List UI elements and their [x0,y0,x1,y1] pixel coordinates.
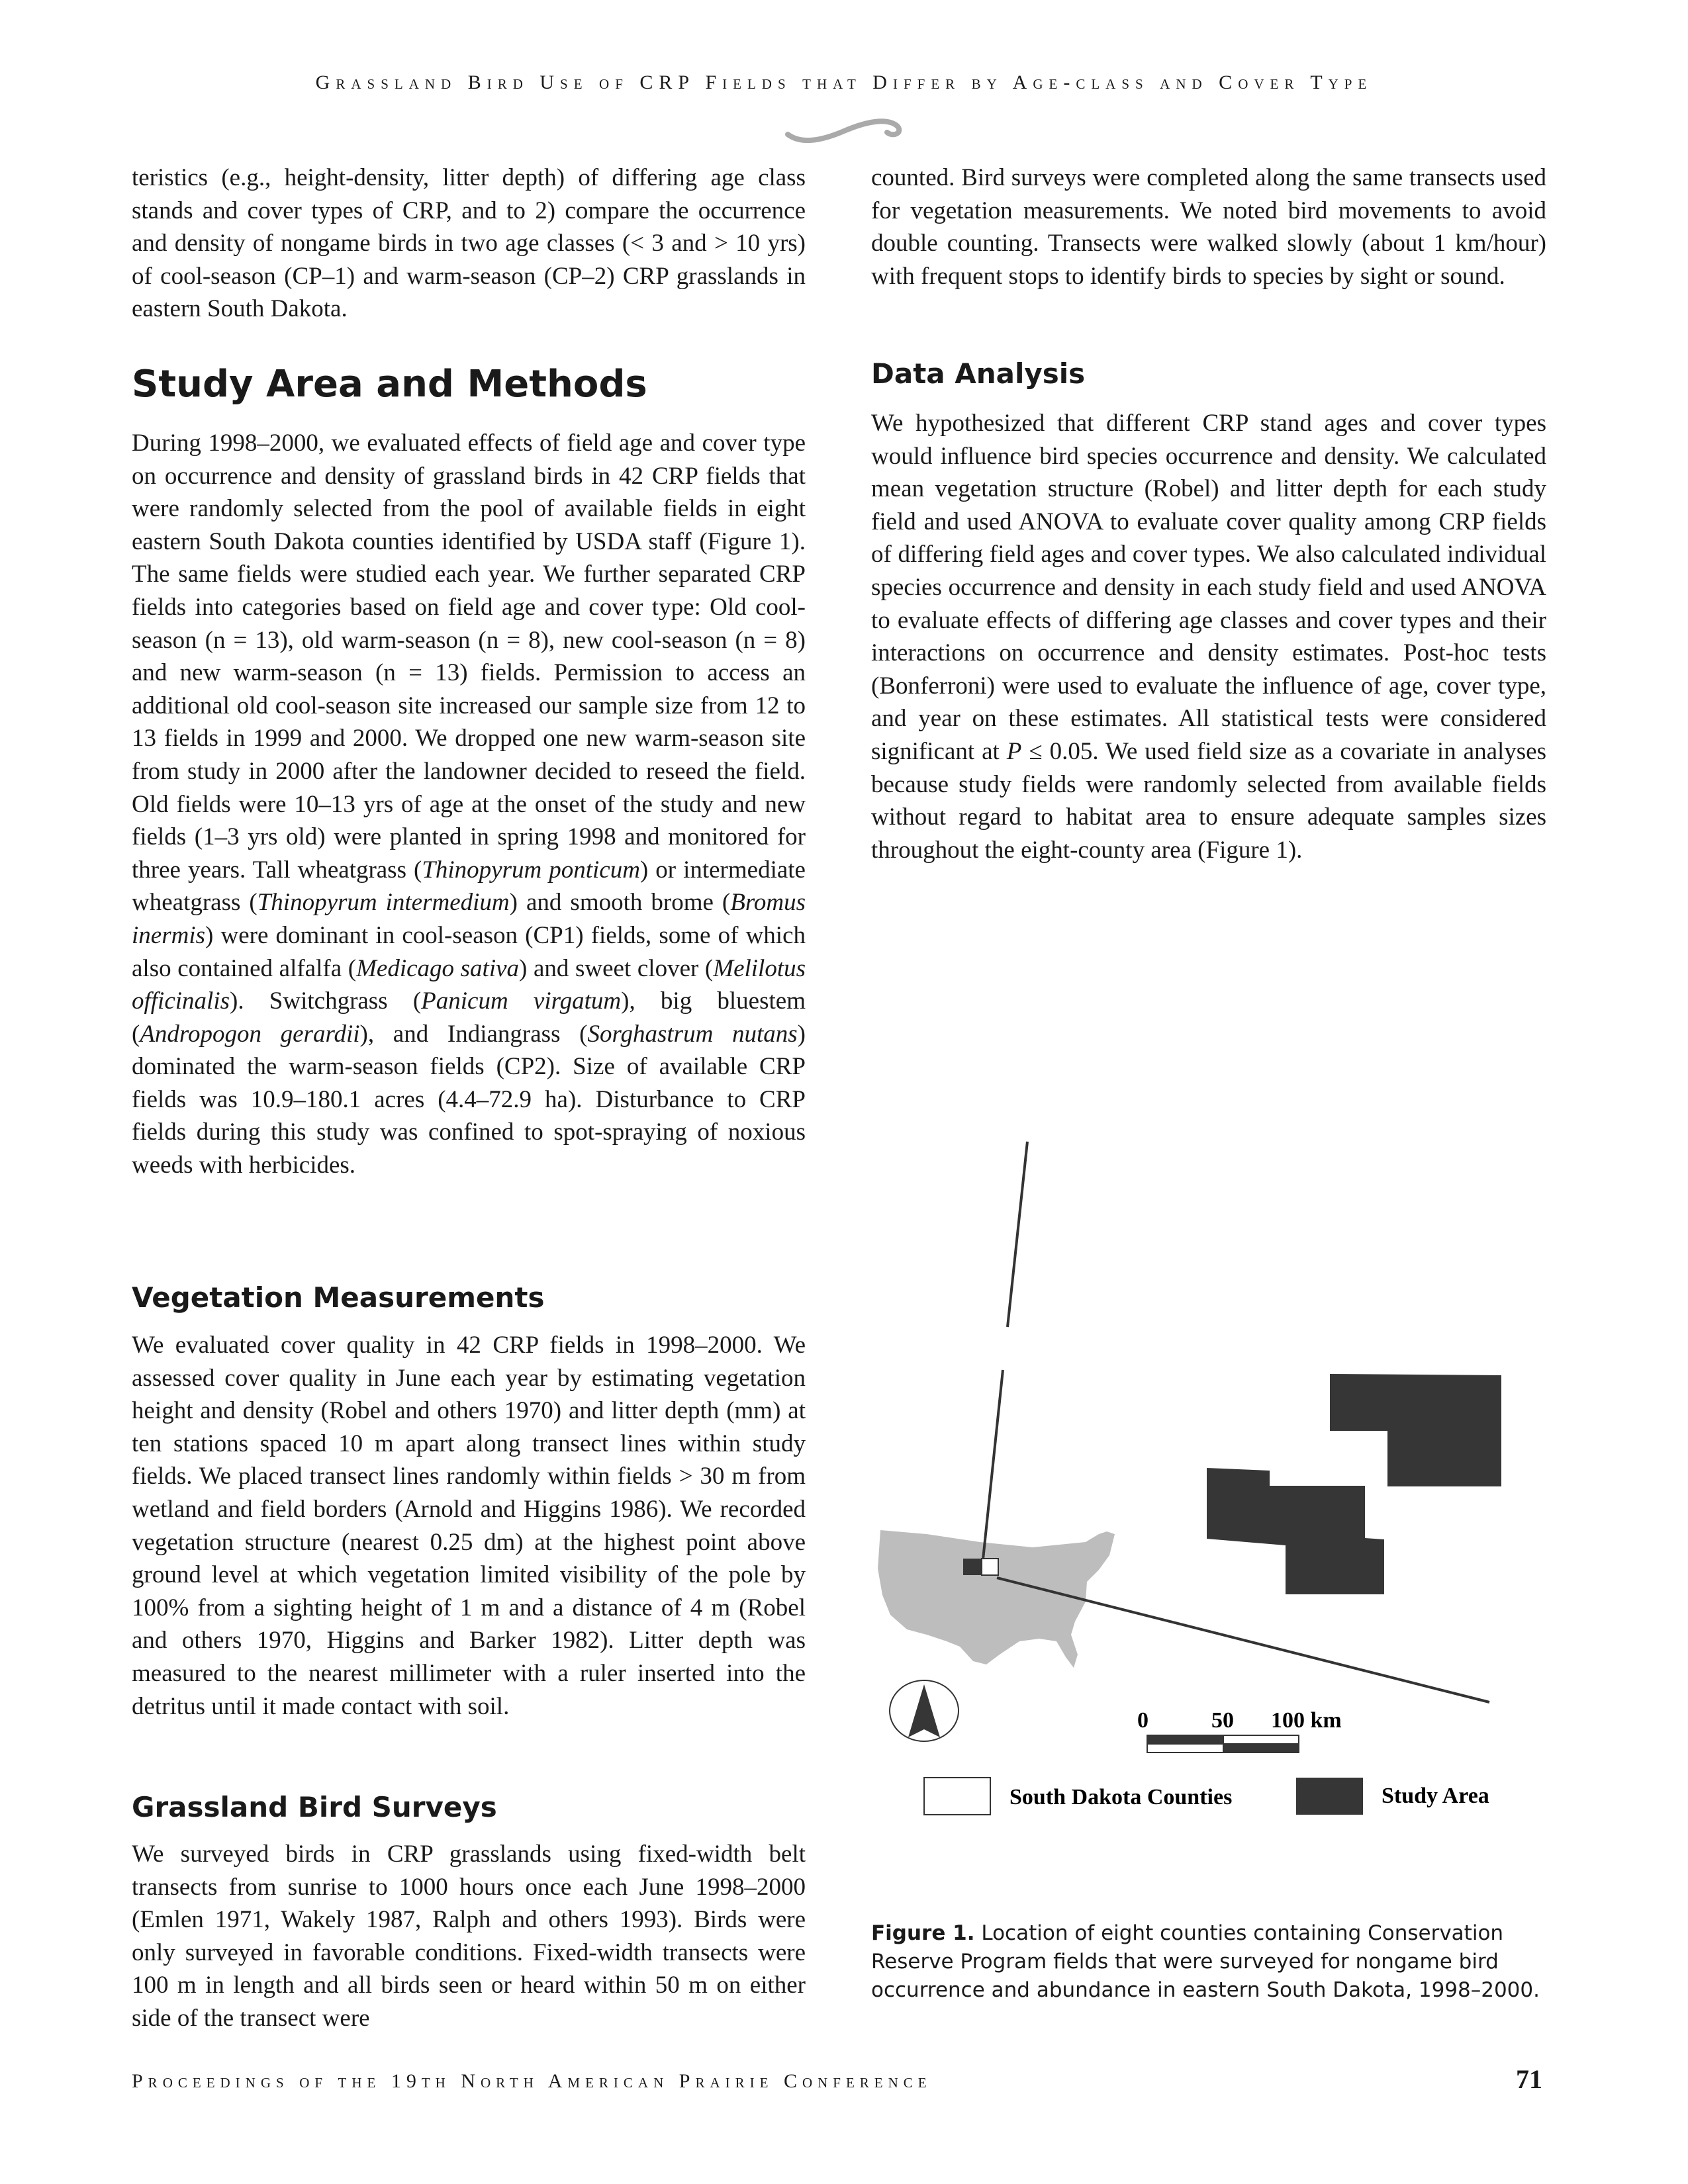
text-run: We evaluated cover quality in 42 CRP fields in 1998–2000. We assessed cover quality in June each year by estimating vegetation height and density (Robel and others 1970) and litter depth (mm) at ten stations spaced 10 m apart along transect lines within study fields. We placed transect lines randomly within fields > 30 m from wetland and field borders (Arnold and Higgins 1986). We recorded vegetation structure (nearest 0.25 dm) at the highest point above ground level at which vegetation limited visibility of the pole by 100% from a sighting height of 1 m and a distance of 4 m (Robel and others 1970, Higgins and Barker 1982). Litter depth was measured to the nearest millimeter with a ruler inserted into the detritus until it made contact with soil. [132,1332,806,1720]
figure-caption [871,1919,1560,2005]
right-intro-paragraph [871,161,1546,293]
italic-text-run: Thinopyrum ponticum [422,856,640,884]
south-dakota-study-block [963,1559,983,1575]
scale-label-0: 0 [1137,1708,1149,1733]
italic-text-run: Bromus inermis [132,889,806,949]
legend-swatch-study-area [1296,1778,1363,1815]
south-dakota-inset-box [982,1559,998,1575]
text-run: ) and smooth brome ( [509,889,731,917]
callout-line-top-lower [983,1370,1003,1559]
text-run: teristics (e.g., height-density, litter depth) of differing age class stands and cover types of CRP, and to 2) compare the occurrence and density of nongame birds in two age classes (< 3 and > 10 yrs) of cool-season (CP–1) and warm-season (CP–2) CRP grasslands in eastern South Dakota. [132,164,806,323]
text-run: ) were dominant in cool-season (CP1) fields, some of which also contained alfalfa ( [132,921,806,982]
text-run: counted. Bird surveys were completed along the same transects used for vegetation measurements. We noted bird movements to avoid double counting. Transects were walked slowly (about 1 km/hour) with frequent stops to identify birds to species by sight or sound. [871,164,1546,290]
caption-label: Figure 1. [871,1921,975,1945]
study-county-block-ne [1330,1374,1501,1486]
text-run: ), big bluestem ( [132,987,806,1048]
left-intro-paragraph [132,161,806,326]
text-run: ). Switchgrass ( [230,987,422,1015]
scale-label-100km: 100 km [1271,1708,1342,1733]
section-heading-study-area: Study Area and Methods [132,363,647,406]
bird-surveys-paragraph [132,1838,806,2035]
italic-text-run: Melilotus officinalis [132,954,806,1015]
italic-text-run: P [1006,737,1022,765]
ornament-flourish-icon [781,118,907,144]
italic-text-run: Andropogon gerardii [140,1020,360,1048]
subheading-vegetation: Vegetation Measurements [132,1281,545,1314]
caption-text: Location of eight counties containing Conservation Reserve Program fields that were surveyed for nongame bird occurrence and abundance in eastern South Dakota, 1998–2000. [871,1921,1540,2002]
study-county-block-sw [1207,1468,1384,1594]
running-head: Grassland Bird Use of CRP Fields that Differ by Age-class and Cover Type [315,71,1373,93]
scale-bar [1147,1735,1299,1752]
data-analysis-paragraph [871,407,1546,866]
study-area-paragraph [132,427,806,1182]
text-run: ≤ 0.05. We used field size as a covariate in analyses because study fields were randomly selected from available fields without regard to habitat area to ensure adequate samples sizes throughout the eight-county area (Figure 1). [871,737,1546,864]
legend-label-counties: South Dakota Counties [1009,1785,1233,1809]
subheading-bird-surveys: Grassland Bird Surveys [132,1791,497,1823]
footer-proceedings: Proceedings of the 19th North American Prairie Conference [132,2070,932,2092]
legend-label-study-area: Study Area [1382,1784,1489,1808]
us-map [878,1530,1115,1668]
text-run: ), and Indiangrass ( [359,1020,588,1048]
text-run: We surveyed birds in CRP grasslands using fixed-width belt transects from sunrise to 1000 hours once each June 1998–2000 (Emlen 1971, Wakely 1987, Ralph and others 1993). Birds were only surveyed in favorable conditions. Fixed-width transects were 100 m in length and all birds seen or heard within 50 m on either side of the transect were [132,1841,806,2032]
north-arrow-icon [890,1680,959,1741]
italic-text-run: Panicum virgatum [421,987,622,1015]
callout-line-bottom [997,1578,1489,1702]
text-run: During 1998–2000, we evaluated effects of field age and cover type on occurrence and density of grassland birds in 42 CRP fields that were randomly selected from the pool of available fields in eight eastern South Dakota counties identified by USDA staff (Figure 1). The same fields were studied each year. We further separated CRP fields into categories based on field age and cover type: Old cool-season (n = 13), old warm-season (n = 8), new cool-season (n = 8) and new warm-season (n = 13) fields. Permission to access an additional old cool-season site increased our sample size from 12 to 13 fields in 1999 and 2000. We dropped one new warm-season site from study in 2000 after the landowner decided to reseed the field. Old fields were 10–13 yrs of age at the onset of the study and new fields (1–3 yrs old) were planted in spring 1998 and monitored for three years. Tall wheatgrass ( [132,430,806,884]
page-number: 71 [1516,2064,1542,2094]
italic-text-run: Medicago sativa [356,954,520,982]
subheading-data-analysis: Data Analysis [871,357,1086,390]
text-run: ) and sweet clover ( [519,954,714,982]
scale-label-50: 50 [1211,1708,1234,1733]
italic-text-run: Sorghastrum nutans [587,1020,798,1048]
text-run: ) or intermediate wheatgrass ( [132,856,806,917]
text-run: We hypothesized that different CRP stand ages and cover types would influence bird species occurrence and density. We calculated mean vegetation structure (Robel) and litter depth for each study field and used ANOVA to evaluate cover quality among CRP fields of differing field ages and cover types. We also calculated individual species occurrence and density in each study field and used ANOVA to evaluate effects of differing age classes and cover types and their interactions on occurrence and density estimates. Post-hoc tests (Bonferroni) were used to evaluate the influence of age, cover type, and year on these estimates. All statistical tests were considered significant at [871,410,1546,765]
callout-line-top [1008,1142,1027,1327]
italic-text-run: Thinopyrum intermedium [257,889,510,917]
vegetation-paragraph [132,1329,806,1723]
legend-swatch-counties [924,1778,990,1815]
text-run: ) dominated the warm-season fields (CP2). Size of available CRP fields was 10.9–180.1 acres (4.4–72.9 ha). Disturbance to CRP fields during this study was confined to spot-spraying of noxious weeds with herbicides. [132,1020,806,1179]
